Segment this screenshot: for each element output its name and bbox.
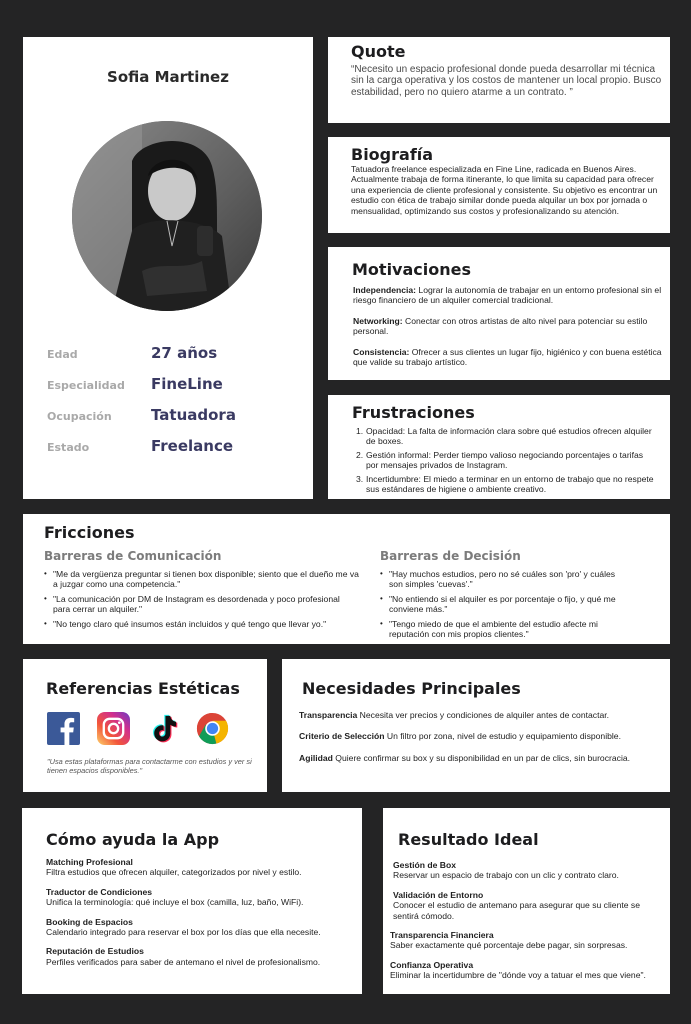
frustration-item: 1. Opacidad: La falta de información clara sobre qué estudios ofrecen alquiler de boxes. (356, 426, 652, 447)
quote-text: “Necesito un espacio profesional donde pueda desarrollar mi técnica sin la carga operativa y los costos de mantener un local propio. Busco estabilidad, pero no quiero atarme a un contrato. ” (351, 64, 662, 98)
frictions-card (23, 514, 670, 644)
ideal-item: Confianza Operativa Eliminar la incertidumbre de "dónde voy a tatuar el mes que viene". (390, 959, 646, 981)
main-needs-card (282, 659, 670, 792)
ideal-result-card (383, 808, 670, 994)
facebook-icon[interactable] (47, 712, 80, 745)
biography-text: Tatuadora freelance especializada en Fine Line, radicada en Buenos Aires. Actualmente trabaja de forma itinerante, lo que limita su capacidad para ofrecer una experiencia de cliente profesional y consistente. Su objetivo es encontrar un estudio con ética de trabajo similar donde pueda alquilar un box por jornada o mensualidad, optimizando sus costos y profesionalizando su atención. (351, 164, 658, 216)
need-item: Agilidad Quiere confirmar su box y su disponibilidad en un par de clics, sin burocracia. (299, 752, 631, 763)
needs-title: Necesidades Principales (302, 679, 521, 698)
frustrations-card (328, 395, 670, 499)
list-item: • "No entiendo si el alquiler es por porcentaje o fijo, y qué me conviene más." (380, 593, 616, 615)
instagram-icon[interactable] (97, 712, 130, 745)
persona-photo-illustration (72, 121, 262, 311)
info-row-specialty (47, 375, 307, 397)
quote-title: Quote (351, 42, 406, 61)
persona-photo (72, 121, 262, 311)
ideal-item: Validación de Entorno Conocer el estudio de antemano para asegurar que su cliente se sentirá cómodo. (393, 889, 640, 921)
app-help-item: Traductor de Condiciones Unifica la terminología: qué incluye el box (camilla, luz, baño, WiFi). (46, 886, 304, 908)
ideal-item: Gestión de Box Reservar un espacio de trabajo con un clic y contrato claro. (393, 860, 619, 881)
need-item: Transparencia Necesita ver precios y condiciones de alquiler antes de contactar. (299, 710, 610, 720)
motivation-item: Independencia: Lograr la autonomía de trabajar en un entorno profesional sin el riesgo financiero de un alquiler comercial tradicional. (353, 285, 662, 306)
app-help-card (22, 808, 362, 994)
specialty-value: FineLine (151, 375, 223, 393)
age-label: Edad (47, 348, 78, 361)
biography-title: Biografía (351, 145, 434, 164)
chrome-icon[interactable] (196, 712, 229, 745)
occupation-label: Ocupación (47, 410, 112, 423)
list-item: • "No tengo claro qué insumos están incluidos y qué tengo que llevar yo." (44, 618, 327, 629)
decision-barriers-title: Barreras de Decisión (380, 549, 521, 563)
aesthetic-references-card (23, 659, 267, 792)
occupation-value: Tatuadora (151, 406, 236, 424)
decision-barriers (380, 549, 630, 643)
list-item: • "Me da vergüenza preguntar si tienen box disponible; siento que el dueño me va a juzgar como una competencia." (44, 569, 359, 590)
communication-barriers (44, 549, 359, 633)
motivation-item: Networking: Conectar con otros artistas de alto nivel para potenciar su estilo personal. (353, 315, 648, 337)
frustration-item: 2. Gestión informal: Perder tiempo valioso negociando porcentajes o tarifas por mensajes privados de Instagram. (356, 449, 644, 471)
app-help-item: Matching Profesional Filtra estudios que ofrecen alquiler, categorizados por nivel y estilo. (46, 857, 302, 878)
ideal-result-title: Resultado Ideal (398, 830, 539, 849)
frictions-title: Fricciones (44, 523, 135, 542)
quote-card (328, 37, 670, 123)
list-item: • "Tengo miedo de que el ambiente del estudio afecte mi reputación con mis propios clientes." (380, 618, 598, 640)
app-help-item: Reputación de Estudios Perfiles verificados para saber de antemano el nivel de profesionalismo. (46, 946, 321, 967)
age-value: 27 años (151, 344, 218, 362)
profile-card (23, 37, 313, 499)
frustration-item: 3. Incertidumbre: El miedo a terminar en un entorno de trabajo que no respete sus estándares de higiene o ambiente creativo. (356, 473, 654, 495)
specialty-label: Especialidad (47, 379, 125, 392)
tiktok-icon[interactable] (147, 712, 180, 745)
status-value: Freelance (151, 437, 234, 455)
status-label: Estado (47, 441, 90, 454)
need-item: Criterio de Selección Un filtro por zona, nivel de estudio y equipamiento disponible. (299, 731, 621, 742)
motivation-item: Consistencia: Ofrecer a sus clientes un lugar fijo, higiénico y con buena estética que valide su trabajo artístico. (353, 346, 662, 368)
references-title: Referencias Estéticas (46, 679, 240, 698)
info-row-age (47, 344, 307, 366)
list-item: • "La comunicación por DM de Instagram es desordenada y poco profesional para cerrar un alquiler." (44, 593, 340, 615)
frustrations-title: Frustraciones (352, 403, 475, 422)
list-item: • "Hay muchos estudios, pero no sé cuáles son 'pro' y cuáles son simples 'cuevas'." (380, 569, 616, 590)
ideal-item: Transparencia Financiera Saber exactamente qué porcentaje debe pagar, sin sorpresas. (390, 930, 628, 951)
references-note: "Usa estas plataformas para contactarme con estudios y ver si tienen espacios disponibles." (47, 757, 252, 775)
app-help-title: Cómo ayuda la App (46, 830, 220, 849)
biography-card (328, 137, 670, 233)
persona-name: Sofia Martinez (107, 68, 229, 86)
info-row-occupation (47, 406, 307, 428)
communication-barriers-title: Barreras de Comunicación (44, 549, 222, 563)
app-help-item: Booking de Espacios Calendario integrado para reservar el box por los días que ella necesite. (46, 916, 321, 938)
motivations-title: Motivaciones (352, 260, 471, 279)
info-row-status (47, 437, 307, 459)
motivations-card (328, 247, 670, 380)
